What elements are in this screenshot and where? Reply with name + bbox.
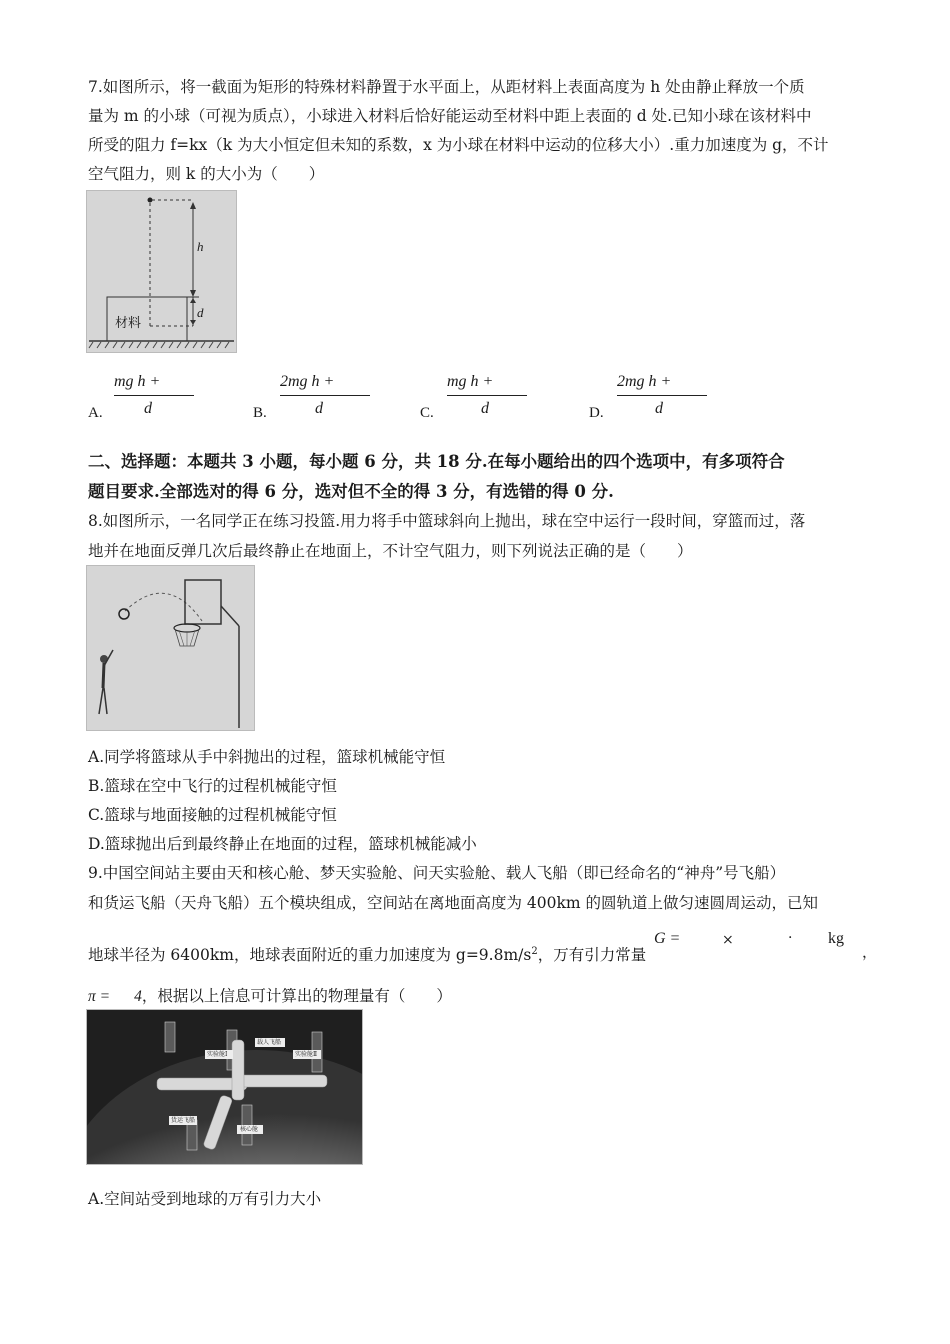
q8-figure <box>86 565 255 731</box>
q8-option-a[interactable]: A.同学将篮球从手中斜抛出的过程，篮球机械能守恒 <box>88 748 446 766</box>
section-2-heading-line-1: 二、选择题：本题共 3 小题，每小题 6 分，共 18 分.在每小题给出的四个选项中，有多项符合 <box>88 452 785 471</box>
q7-line-2: 量为 m 的小球（可视为质点），小球进入材料后恰好能运动至材料中距上表面的 d 处.已知小球在该材料中 <box>88 107 812 125</box>
q9-line-3-text-a: 地球半径为 6400km，地球表面附近的重力加速度为 g=9.8m/s <box>88 946 532 965</box>
q9-pi-rest: ，根据以上信息可计算出的物理量有（ ） <box>141 987 452 1005</box>
q9-figure <box>86 1009 363 1165</box>
q7-option-b-letter: B. <box>253 405 267 421</box>
q9-line-2: 和货运飞船（天舟飞船）五个模块组成，空间站在离地面高度为 400km 的圆轨道上做匀速圆周运动，已知 <box>88 894 819 912</box>
q7-option-d-letter: D. <box>589 405 604 421</box>
q9-g-expression: G = <box>654 930 681 947</box>
q8-line-2: 地并在地面反弹几次后最终静止在地面上，不计空气阻力，则下列说法正确的是（ ） <box>88 542 693 560</box>
q7-option-a-numerator: mg h + <box>114 373 161 390</box>
q9-figure-label-cargo: 货运飞船 <box>171 1117 196 1124</box>
q9-g-dot: · <box>788 930 793 946</box>
q9-figure-label-lab-1: 实验舱Ⅰ <box>207 1051 228 1058</box>
q9-g-unit: kg <box>828 930 844 947</box>
q7-option-a-bar <box>114 395 194 396</box>
q7-option-c-letter: C. <box>420 405 434 421</box>
q9-figure-label-core: 核心舱 <box>240 1126 259 1133</box>
q7-label-h: h <box>197 239 204 254</box>
q7-line-1: 7.如图所示，将一截面为矩形的特殊材料静置于水平面上，从距材料上表面高度为 h 处由静止释放一个质 <box>88 78 805 96</box>
q8-option-b[interactable]: B.篮球在空中飞行的过程机械能守恒 <box>88 777 337 795</box>
q9-pi-value: 4 <box>134 988 142 1005</box>
q7-option-b-denominator: d <box>315 400 323 417</box>
q9-pi-expression: π = <box>88 988 111 1005</box>
q9-line-1: 9.中国空间站主要由天和核心舱、梦天实验舱、问天实验舱、载人飞船（即已经命名的“神舟”号飞船） <box>88 864 786 882</box>
q7-option-b-numerator: 2mg h + <box>280 373 335 390</box>
q7-option-c-denominator: d <box>481 400 489 417</box>
q7-option-d-bar <box>617 395 707 396</box>
q7-option-c-bar <box>447 395 527 396</box>
q9-figure-label-crew-ship: 载人飞船 <box>257 1039 282 1046</box>
q7-option-d-numerator: 2mg h + <box>617 373 672 390</box>
q7-line-3: 所受的阻力 f=kx（k 为大小恒定但未知的系数，x 为小球在材料中运动的位移大小）.重力加速度为 g，不计 <box>88 136 829 154</box>
q7-label-material: 材料 <box>115 316 142 331</box>
q7-figure <box>86 190 237 353</box>
q9-option-a[interactable]: A.空间站受到地球的万有引力大小 <box>88 1190 322 1208</box>
q7-label-d: d <box>197 305 204 320</box>
q7-option-c-numerator: mg h + <box>447 373 494 390</box>
q7-option-a-denominator: d <box>144 400 152 417</box>
q7-option-a-letter: A. <box>88 405 103 421</box>
q8-line-1: 8.如图所示，一名同学正在练习投篮.用力将手中篮球斜向上抛出，球在空中运行一段时间，穿篮而过，落 <box>88 512 806 530</box>
q9-g-comma: ， <box>862 943 878 961</box>
section-2-heading-line-2: 题目要求.全部选对的得 6 分，选对但不全的得 3 分，有选错的得 0 分. <box>88 482 614 501</box>
q9-line-3 <box>88 941 646 966</box>
q9-line-3-text-b: ，万有引力常量 <box>537 946 647 965</box>
q9-line-4 <box>88 985 452 1008</box>
q9-superscript: 2 <box>531 946 538 957</box>
q7-option-d-denominator: d <box>655 400 663 417</box>
q8-option-d[interactable]: D.篮球抛出后到最终静止在地面的过程，篮球机械能减小 <box>88 835 477 853</box>
q7-option-b-bar <box>280 395 370 396</box>
q8-option-c[interactable]: C.篮球与地面接触的过程机械能守恒 <box>88 806 337 824</box>
q9-figure-label-lab-2: 实验舱Ⅱ <box>295 1051 318 1058</box>
q9-g-times: × <box>722 932 734 948</box>
q7-line-4: 空气阻力，则 k 的大小为（ ） <box>88 165 325 183</box>
